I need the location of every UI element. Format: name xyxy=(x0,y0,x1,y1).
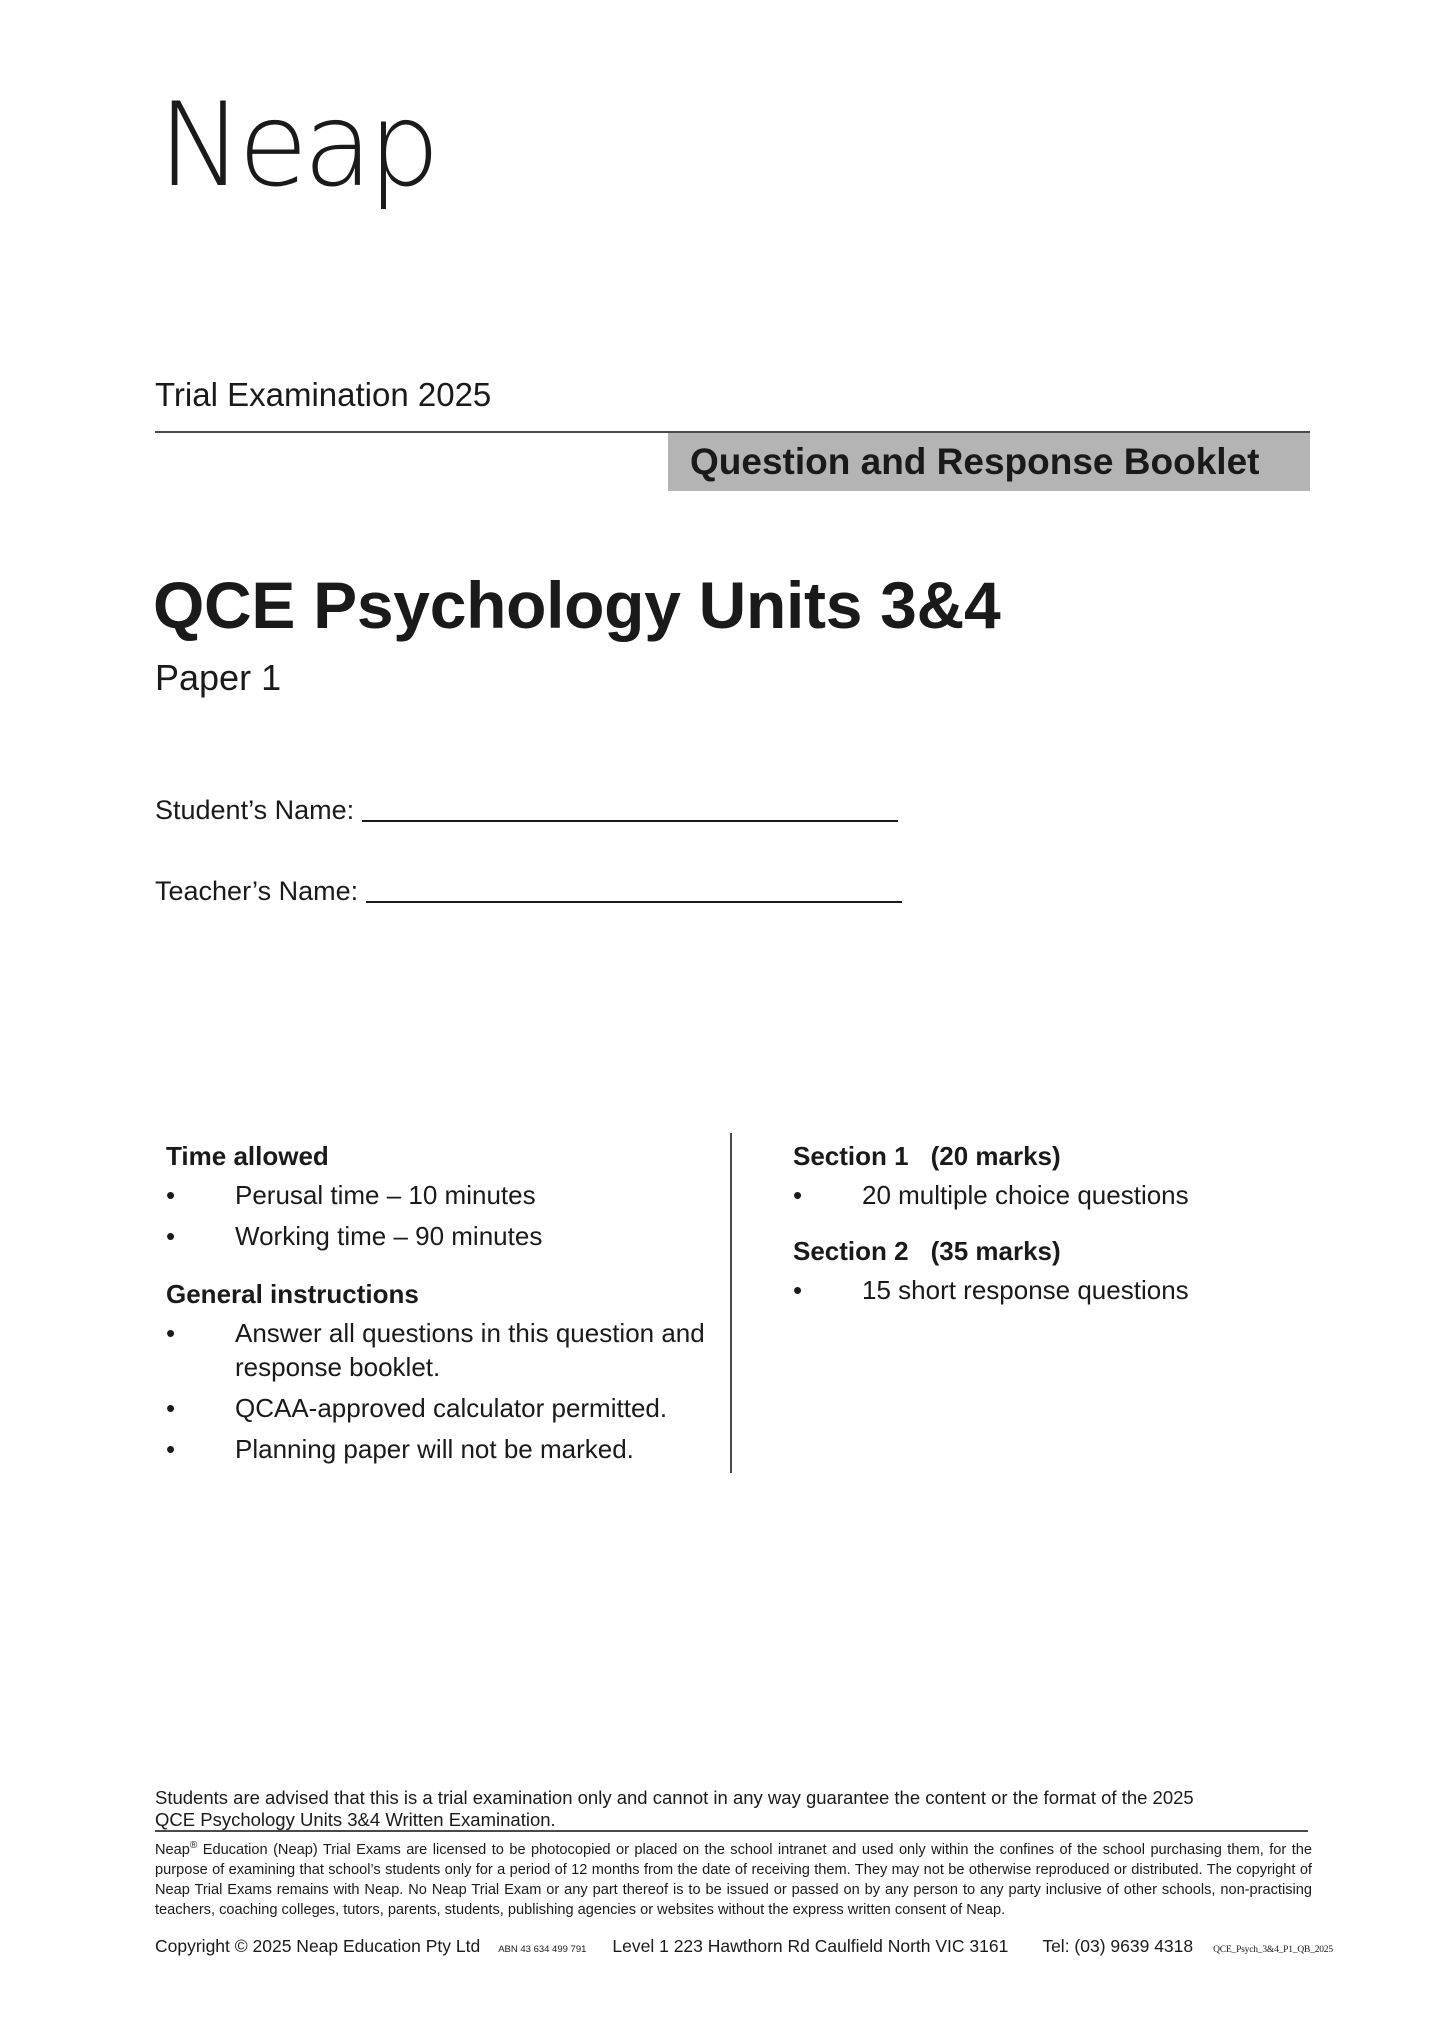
section-1-heading xyxy=(793,1141,1313,1171)
section-2-name: Section 2 xyxy=(793,1236,909,1266)
list-item xyxy=(166,1432,726,1466)
student-name-field[interactable] xyxy=(362,820,898,822)
exam-label: Trial Examination 2025 xyxy=(155,376,492,413)
license-notice xyxy=(155,1840,1312,1920)
list-item-text: Planning paper will not be marked. xyxy=(235,1434,634,1464)
teacher-name-label: Teacher’s Name: xyxy=(155,876,359,906)
section-1-list xyxy=(793,1178,1313,1212)
time-allowed-heading: Time allowed xyxy=(166,1141,329,1171)
teacher-name-field[interactable] xyxy=(366,901,902,903)
list-item xyxy=(166,1316,726,1384)
copyright: Copyright © 2025 Neap Education Pty Ltd xyxy=(155,1936,481,1956)
trial-disclaimer xyxy=(155,1787,1310,1831)
booklet-banner xyxy=(668,433,1310,491)
section-1-marks: (20 marks) xyxy=(930,1141,1061,1171)
student-name-row xyxy=(155,797,898,824)
list-item xyxy=(166,1219,726,1253)
document-code: QCE_Psych_3&4_P1_QB_2025 xyxy=(1213,1945,1333,1955)
list-item xyxy=(166,1391,726,1425)
bullet-icon: • xyxy=(166,1318,176,1348)
section-2-list xyxy=(793,1273,1313,1307)
column-divider xyxy=(730,1133,732,1473)
list-item-text: Working time – 90 minutes xyxy=(235,1221,543,1251)
booklet-label: Question and Response Booklet xyxy=(690,441,1260,482)
disclaimer-line-2: QCE Psychology Units 3&4 Written Examination. xyxy=(155,1809,556,1830)
list-item-text: Perusal time – 10 minutes xyxy=(235,1180,536,1210)
footer-rule xyxy=(155,1830,1308,1832)
list-item xyxy=(793,1273,1313,1307)
bullet-icon: • xyxy=(166,1180,176,1210)
general-instructions-heading: General instructions xyxy=(166,1279,419,1309)
list-item-text: Answer all questions in this question and response booklet. xyxy=(235,1318,705,1382)
license-text: Education (Neap) Trial Exams are licensed to be photocopied or placed on the school intranet and used only within the confines of the school purchasing them, for the purpose of examining that school’s students only for a period of 12 months from the date of receiving them. They may not be otherwise reproduced or distributed. The copyright of Neap Trial Exams remains with Neap. No Neap Trial Exam or any part thereof is to be issued or passed on by any person to any party inclusive of other schools, non-practising teachers, coaching colleges, tutors, parents, students, publishing agencies or websites without the express written consent of Neap. xyxy=(155,1842,1312,1918)
bullet-icon: • xyxy=(166,1434,176,1464)
list-item-text: QCAA-approved calculator permitted. xyxy=(235,1393,668,1423)
paper-subtitle: Paper 1 xyxy=(155,657,282,698)
address: Level 1 223 Hawthorn Rd Caulfield North VIC 3161 xyxy=(612,1936,1009,1956)
general-instructions-list xyxy=(166,1316,726,1466)
telephone: Tel: (03) 9639 4318 xyxy=(1042,1936,1194,1956)
teacher-name-row xyxy=(155,878,902,905)
registered-mark: ® xyxy=(189,1840,198,1852)
section-2-marks: (35 marks) xyxy=(930,1236,1061,1266)
license-brand: Neap xyxy=(155,1842,190,1858)
time-allowed-list xyxy=(166,1178,726,1253)
list-item-text: 20 multiple choice questions xyxy=(862,1180,1189,1210)
disclaimer-line-1: Students are advised that this is a trial examination only and cannot in any way guarantee the content or the format of the 2025 xyxy=(155,1787,1194,1808)
neap-logo: Neap xyxy=(158,78,436,213)
page-title: QCE Psychology Units 3&4 xyxy=(153,568,1001,642)
bullet-icon: • xyxy=(793,1180,803,1210)
list-item xyxy=(166,1178,726,1212)
publisher-info xyxy=(155,1935,1333,1961)
list-item-text: 15 short response questions xyxy=(862,1275,1189,1305)
bullet-icon: • xyxy=(166,1393,176,1423)
bullet-icon: • xyxy=(166,1221,176,1251)
exam-instructions-column xyxy=(166,1141,726,1466)
section-2-heading xyxy=(793,1236,1313,1266)
abn: ABN 43 634 499 791 xyxy=(498,1944,587,1955)
section-1-name: Section 1 xyxy=(793,1141,909,1171)
bullet-icon: • xyxy=(793,1275,803,1305)
student-name-label: Student’s Name: xyxy=(155,795,355,825)
sections-column xyxy=(793,1141,1313,1307)
list-item xyxy=(793,1178,1313,1212)
